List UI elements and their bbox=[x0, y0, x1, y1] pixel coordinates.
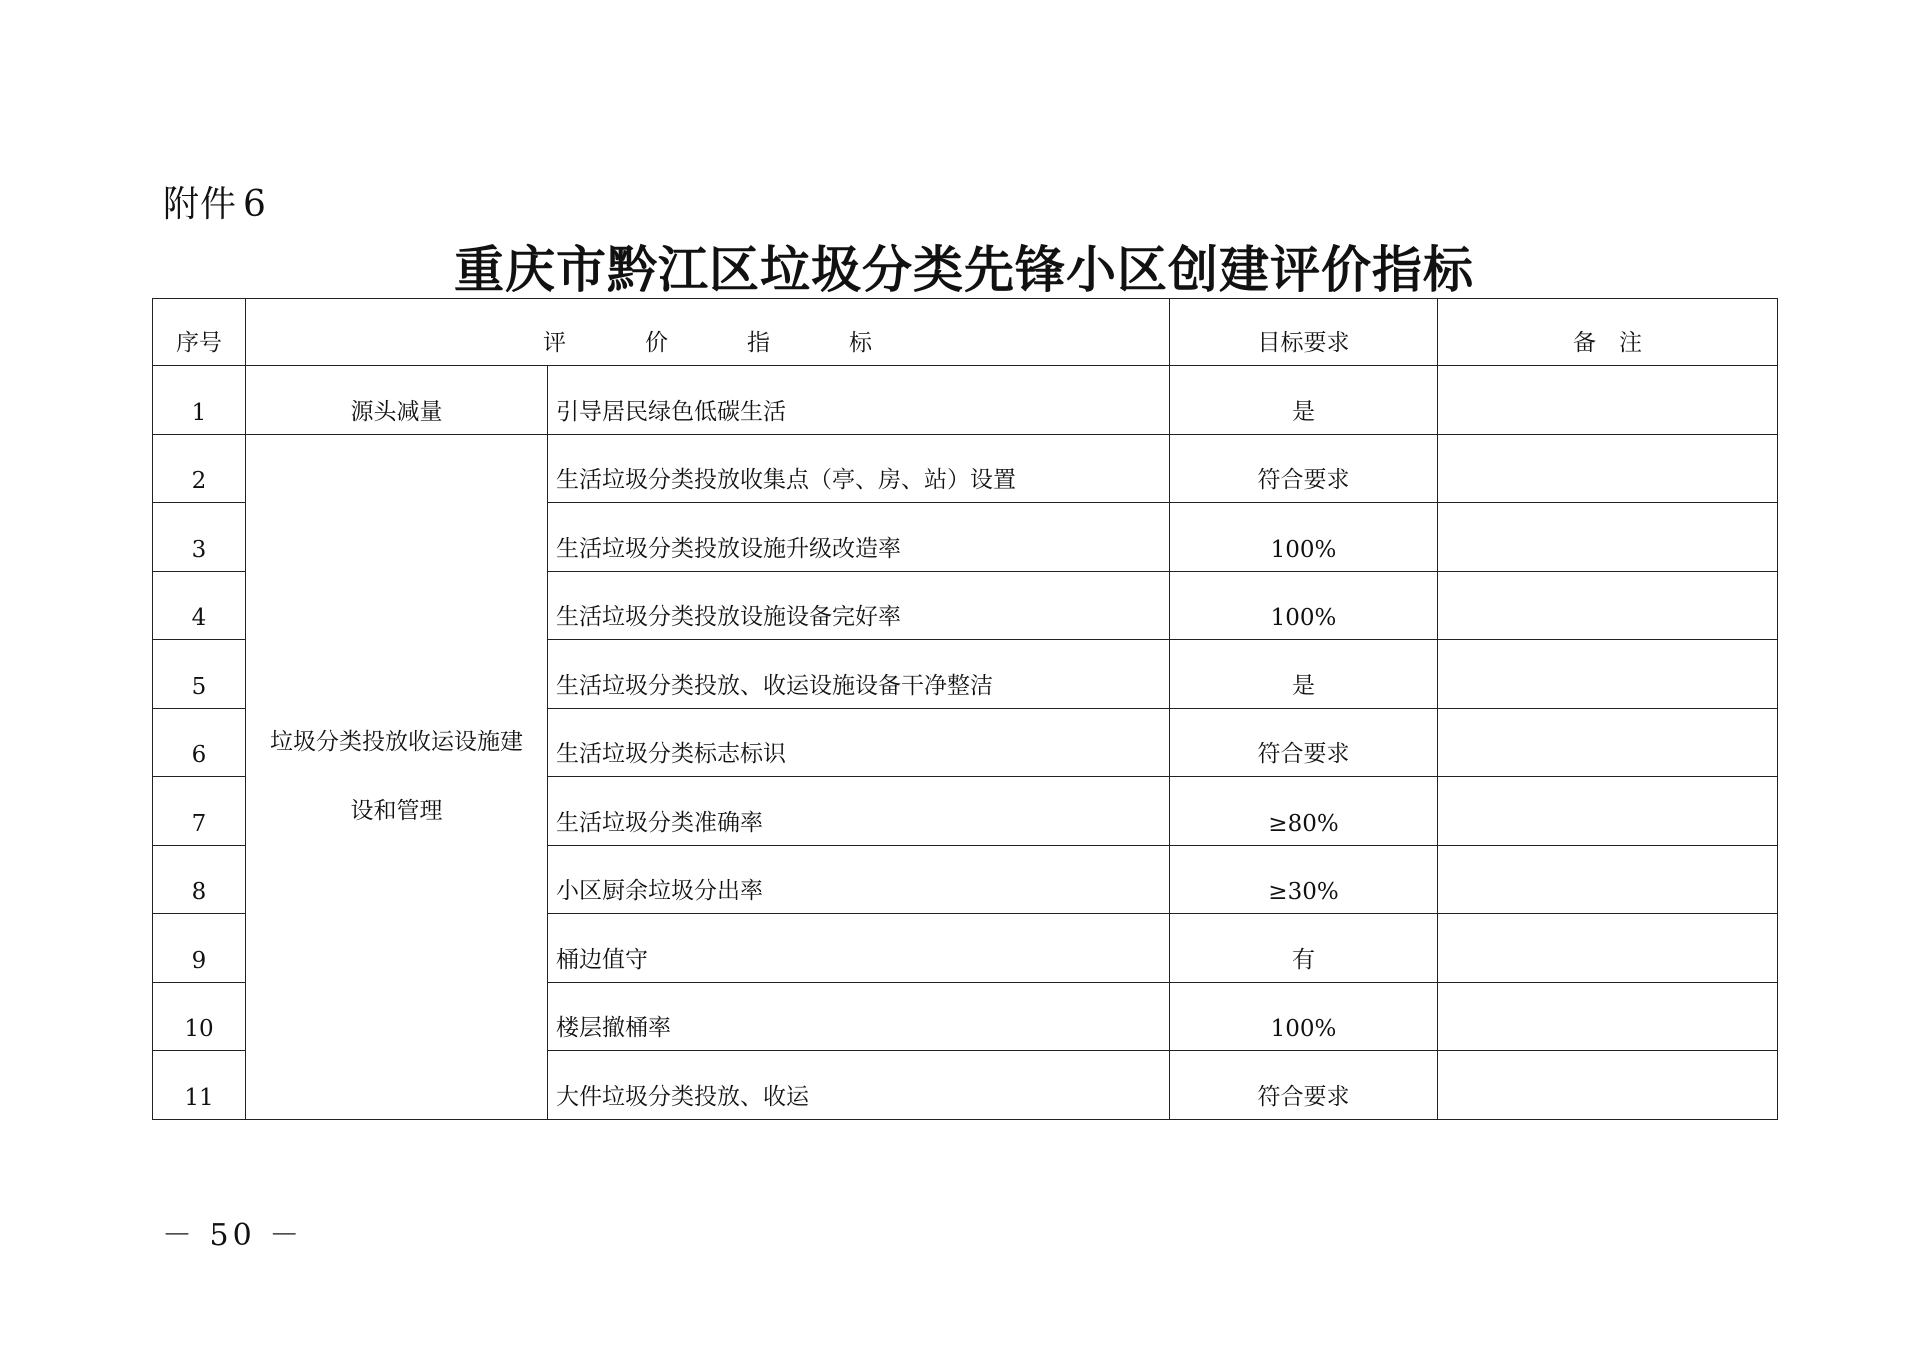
document-title: 重庆市黔江区垃圾分类先锋小区创建评价指标 bbox=[454, 241, 1474, 299]
row-target: ≥80% bbox=[1170, 777, 1438, 846]
row-seq: 10 bbox=[153, 982, 246, 1051]
row-note bbox=[1438, 777, 1778, 846]
row-seq: 3 bbox=[153, 503, 246, 572]
row-target: 100% bbox=[1170, 982, 1438, 1051]
header-indicator-text: 评 价 指 标 bbox=[543, 330, 900, 356]
attachment-label bbox=[163, 176, 267, 227]
header-note-text: 备 注 bbox=[1573, 330, 1642, 356]
attachment-label-text: 附件 bbox=[163, 184, 238, 225]
row-seq: 5 bbox=[153, 640, 246, 709]
row-indicator: 生活垃圾分类投放设施设备完好率 bbox=[548, 571, 1170, 640]
row-indicator: 大件垃圾分类投放、收运 bbox=[548, 1051, 1170, 1120]
row-note bbox=[1438, 708, 1778, 777]
category-facility-line1: 垃圾分类投放收运设施建 bbox=[270, 728, 523, 755]
row-note bbox=[1438, 434, 1778, 503]
row-indicator: 生活垃圾分类准确率 bbox=[548, 777, 1170, 846]
row-seq: 1 bbox=[153, 366, 246, 435]
row-note bbox=[1438, 845, 1778, 914]
row-target: 100% bbox=[1170, 571, 1438, 640]
row-target: 是 bbox=[1170, 640, 1438, 709]
row-seq: 2 bbox=[153, 434, 246, 503]
attachment-number: 6 bbox=[243, 184, 267, 225]
category-facility-line2: 设和管理 bbox=[350, 797, 443, 824]
table-row bbox=[153, 434, 1778, 503]
row-note bbox=[1438, 640, 1778, 709]
row-target: 符合要求 bbox=[1170, 708, 1438, 777]
row-target: 符合要求 bbox=[1170, 1051, 1438, 1120]
row-indicator: 生活垃圾分类投放收集点（亭、房、站）设置 bbox=[548, 434, 1170, 503]
category-facility-management bbox=[246, 434, 548, 1119]
header-target: 目标要求 bbox=[1170, 299, 1438, 366]
header-indicator bbox=[246, 299, 1170, 366]
table-row bbox=[153, 366, 1778, 435]
row-target: ≥30% bbox=[1170, 845, 1438, 914]
row-indicator: 楼层撤桶率 bbox=[548, 982, 1170, 1051]
row-note bbox=[1438, 571, 1778, 640]
row-seq: 11 bbox=[153, 1051, 246, 1120]
table-header-row bbox=[153, 299, 1778, 366]
row-target: 有 bbox=[1170, 914, 1438, 983]
row-seq: 4 bbox=[153, 571, 246, 640]
row-indicator: 生活垃圾分类投放设施升级改造率 bbox=[548, 503, 1170, 572]
row-seq: 7 bbox=[153, 777, 246, 846]
header-note bbox=[1438, 299, 1778, 366]
row-target: 符合要求 bbox=[1170, 434, 1438, 503]
row-target: 100% bbox=[1170, 503, 1438, 572]
page-number: － 50 － bbox=[162, 1218, 304, 1253]
row-seq: 8 bbox=[153, 845, 246, 914]
row-indicator: 引导居民绿色低碳生活 bbox=[548, 366, 1170, 435]
row-note bbox=[1438, 914, 1778, 983]
row-note bbox=[1438, 366, 1778, 435]
row-seq: 9 bbox=[153, 914, 246, 983]
row-target: 是 bbox=[1170, 366, 1438, 435]
row-note bbox=[1438, 982, 1778, 1051]
row-note bbox=[1438, 1051, 1778, 1120]
row-note bbox=[1438, 503, 1778, 572]
row-indicator: 小区厨余垃圾分出率 bbox=[548, 845, 1170, 914]
row-indicator: 桶边值守 bbox=[548, 914, 1170, 983]
header-seq: 序号 bbox=[153, 299, 246, 366]
criteria-table bbox=[152, 298, 1778, 1120]
row-indicator: 生活垃圾分类标志标识 bbox=[548, 708, 1170, 777]
category-source-reduction: 源头减量 bbox=[246, 366, 548, 435]
row-indicator: 生活垃圾分类投放、收运设施设备干净整洁 bbox=[548, 640, 1170, 709]
row-seq: 6 bbox=[153, 708, 246, 777]
